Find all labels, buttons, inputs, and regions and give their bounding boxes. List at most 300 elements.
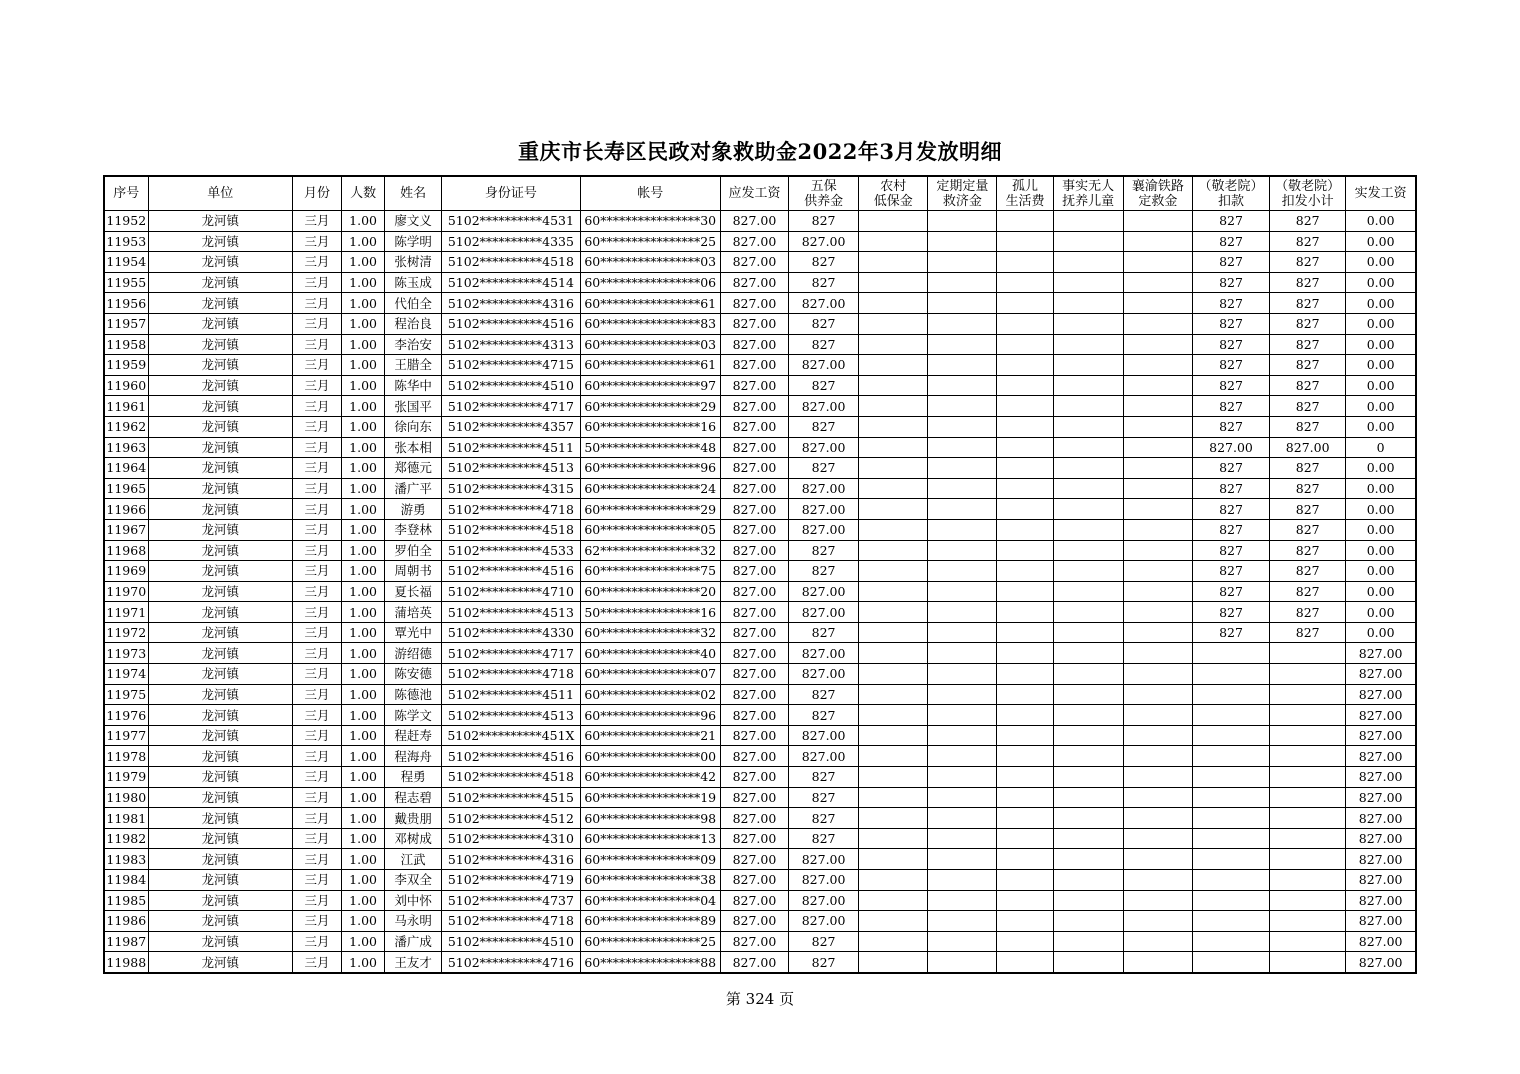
table-cell: 11971 <box>104 602 148 623</box>
table-cell <box>1192 643 1269 664</box>
table-cell: 827 <box>1270 375 1346 396</box>
table-cell: 827 <box>789 952 859 973</box>
table-row <box>104 540 1416 561</box>
table-cell: 11988 <box>104 952 148 973</box>
page-number: 第 324 页 <box>725 990 795 1008</box>
table-cell: 1.00 <box>342 870 385 891</box>
table-cell <box>859 828 928 849</box>
table-cell: 60****************89 <box>580 911 720 932</box>
table-row <box>104 437 1416 458</box>
table-cell: 827.00 <box>720 252 788 273</box>
table-cell: 11972 <box>104 622 148 643</box>
table-cell <box>997 561 1053 582</box>
table-cell <box>928 767 997 788</box>
table-cell: 60****************42 <box>580 767 720 788</box>
table-cell: 827.00 <box>720 313 788 334</box>
table-cell: 827 <box>1270 519 1346 540</box>
table-cell: 李双全 <box>385 870 442 891</box>
table-cell <box>928 416 997 437</box>
table-cell <box>859 478 928 499</box>
table-cell <box>859 808 928 829</box>
table-cell <box>1123 581 1192 602</box>
page-title: 重庆市长寿区民政对象救助金2022年3月发放明细 <box>517 139 1003 164</box>
table-cell: 11973 <box>104 643 148 664</box>
table-cell: 827 <box>1192 231 1269 252</box>
table-cell: 827 <box>1270 252 1346 273</box>
table-cell: 三月 <box>292 746 341 767</box>
table-cell: 5102**********4518 <box>442 519 580 540</box>
table-cell: 827 <box>1270 499 1346 520</box>
table-cell <box>1123 437 1192 458</box>
table-cell <box>1270 705 1346 726</box>
table-cell <box>997 828 1053 849</box>
table-cell <box>928 293 997 314</box>
table-cell: 11983 <box>104 849 148 870</box>
table-cell: 陈学文 <box>385 705 442 726</box>
table-cell: 5102**********4514 <box>442 272 580 293</box>
table-cell <box>1123 622 1192 643</box>
table-cell: 5102**********4737 <box>442 890 580 911</box>
table-cell: 827.00 <box>1346 931 1416 952</box>
table-cell <box>928 684 997 705</box>
table-cell: 60****************03 <box>580 334 720 355</box>
table-cell <box>997 313 1053 334</box>
table-cell <box>928 725 997 746</box>
column-header: 月份 <box>292 176 341 211</box>
table-cell: 1.00 <box>342 355 385 376</box>
table-cell: 827.00 <box>789 664 859 685</box>
table-cell <box>997 808 1053 829</box>
table-cell: 5102**********4715 <box>442 355 580 376</box>
table-cell <box>1053 416 1123 437</box>
table-header <box>104 176 1416 211</box>
table-cell: 三月 <box>292 787 341 808</box>
table-cell: 827 <box>1270 416 1346 437</box>
table-cell: 龙河镇 <box>148 437 292 458</box>
table-cell <box>1192 808 1269 829</box>
table-cell: 827.00 <box>720 581 788 602</box>
table-cell: 827.00 <box>1346 767 1416 788</box>
table-cell: 龙河镇 <box>148 231 292 252</box>
table-cell: 827 <box>1192 540 1269 561</box>
table-cell: 龙河镇 <box>148 705 292 726</box>
table-cell <box>997 643 1053 664</box>
table-cell: 1.00 <box>342 890 385 911</box>
table-row <box>104 561 1416 582</box>
table-cell <box>997 664 1053 685</box>
table-cell: 60****************24 <box>580 478 720 499</box>
table-cell: 1.00 <box>342 458 385 479</box>
table-row <box>104 499 1416 520</box>
table-cell: 11977 <box>104 725 148 746</box>
table-cell: 827 <box>789 561 859 582</box>
table-cell: 龙河镇 <box>148 499 292 520</box>
table-cell <box>997 705 1053 726</box>
table-row <box>104 911 1416 932</box>
table-cell: 1.00 <box>342 540 385 561</box>
table-cell: 龙河镇 <box>148 355 292 376</box>
table-cell: 龙河镇 <box>148 684 292 705</box>
table-cell: 827.00 <box>720 870 788 891</box>
table-cell: 827.00 <box>720 787 788 808</box>
header-row <box>104 176 1416 211</box>
table-cell: 60****************09 <box>580 849 720 870</box>
table-cell <box>859 622 928 643</box>
table-cell: 5102**********4531 <box>442 211 580 232</box>
table-cell: 龙河镇 <box>148 931 292 952</box>
table-cell <box>928 375 997 396</box>
table-cell: 60****************83 <box>580 313 720 334</box>
table-cell: 李登林 <box>385 519 442 540</box>
table-cell: 827 <box>1192 334 1269 355</box>
table-cell: 11969 <box>104 561 148 582</box>
table-cell: 827 <box>1192 519 1269 540</box>
table-cell <box>1270 746 1346 767</box>
table-cell <box>1053 272 1123 293</box>
table-cell: 1.00 <box>342 437 385 458</box>
table-cell: 1.00 <box>342 211 385 232</box>
column-header: 农村 低保金 <box>859 176 928 211</box>
table-cell <box>1123 272 1192 293</box>
table-cell: 5102**********4512 <box>442 808 580 829</box>
table-cell <box>997 581 1053 602</box>
table-cell: 三月 <box>292 561 341 582</box>
table-cell: 0.00 <box>1346 375 1416 396</box>
table-cell <box>1123 931 1192 952</box>
table-cell: 1.00 <box>342 705 385 726</box>
table-cell: 龙河镇 <box>148 828 292 849</box>
table-cell: 827.00 <box>720 725 788 746</box>
table-cell <box>1053 931 1123 952</box>
table-cell: 827 <box>789 808 859 829</box>
table-cell: 827 <box>1270 293 1346 314</box>
table-cell <box>1053 252 1123 273</box>
table-cell <box>1123 211 1192 232</box>
table-cell <box>997 684 1053 705</box>
table-cell <box>928 499 997 520</box>
table-cell: 0.00 <box>1346 581 1416 602</box>
table-cell: 827.00 <box>1346 828 1416 849</box>
table-cell: 三月 <box>292 499 341 520</box>
table-cell: 龙河镇 <box>148 313 292 334</box>
table-cell: 三月 <box>292 355 341 376</box>
table-cell: 1.00 <box>342 767 385 788</box>
table-cell <box>1192 849 1269 870</box>
table-cell <box>1123 890 1192 911</box>
table-cell <box>859 458 928 479</box>
column-header: 帐号 <box>580 176 720 211</box>
table-cell: 11982 <box>104 828 148 849</box>
table-cell: 龙河镇 <box>148 252 292 273</box>
table-cell <box>1053 664 1123 685</box>
table-cell: 827.00 <box>720 622 788 643</box>
table-cell: 827 <box>1192 211 1269 232</box>
table-cell: 0.00 <box>1346 355 1416 376</box>
table-cell: 1.00 <box>342 931 385 952</box>
table-cell: 827 <box>1270 622 1346 643</box>
table-cell: 11957 <box>104 313 148 334</box>
table-cell: 龙河镇 <box>148 870 292 891</box>
table-cell <box>997 746 1053 767</box>
table-cell: 827.00 <box>789 746 859 767</box>
table-cell: 龙河镇 <box>148 478 292 499</box>
table-cell: 827.00 <box>720 231 788 252</box>
table-cell <box>997 252 1053 273</box>
table-cell: 827.00 <box>720 561 788 582</box>
table-cell: 11968 <box>104 540 148 561</box>
table-cell: 827.00 <box>789 890 859 911</box>
table-cell: 代伯全 <box>385 293 442 314</box>
table-cell: 11967 <box>104 519 148 540</box>
table-cell: 0.00 <box>1346 231 1416 252</box>
table-cell <box>997 211 1053 232</box>
table-cell: 0.00 <box>1346 540 1416 561</box>
table-cell: 0.00 <box>1346 211 1416 232</box>
table-cell: 陈华中 <box>385 375 442 396</box>
table-cell: 郑德元 <box>385 458 442 479</box>
table-cell: 827.00 <box>1346 684 1416 705</box>
table-cell <box>1123 849 1192 870</box>
table-cell: 1.00 <box>342 828 385 849</box>
table-cell: 龙河镇 <box>148 787 292 808</box>
table-cell: 827 <box>789 767 859 788</box>
table-cell: 827.00 <box>1346 643 1416 664</box>
table-cell: 11976 <box>104 705 148 726</box>
table-cell: 827.00 <box>720 272 788 293</box>
table-cell: 5102**********4718 <box>442 911 580 932</box>
table-cell: 龙河镇 <box>148 911 292 932</box>
column-header: 实发工资 <box>1346 176 1416 211</box>
table-cell <box>1123 643 1192 664</box>
table-cell: 827.00 <box>789 231 859 252</box>
table-cell <box>997 911 1053 932</box>
table-cell: 62****************32 <box>580 540 720 561</box>
table-cell: 1.00 <box>342 334 385 355</box>
table-cell: 11962 <box>104 416 148 437</box>
table-cell: 827.00 <box>720 808 788 829</box>
table-cell: 827.00 <box>720 355 788 376</box>
table-cell: 5102**********4513 <box>442 602 580 623</box>
column-header: 事实无人 抚养儿童 <box>1053 176 1123 211</box>
table-cell: 5102**********4310 <box>442 828 580 849</box>
table-cell: 三月 <box>292 602 341 623</box>
table-cell: 827.00 <box>720 416 788 437</box>
table-cell: 1.00 <box>342 416 385 437</box>
column-header: （敬老院） 扣发小计 <box>1270 176 1346 211</box>
table-cell: 1.00 <box>342 643 385 664</box>
table-cell <box>1270 890 1346 911</box>
table-cell <box>1123 684 1192 705</box>
table-row <box>104 355 1416 376</box>
table-cell: 827.00 <box>720 643 788 664</box>
table-cell: 5102**********4718 <box>442 499 580 520</box>
table-cell <box>1053 705 1123 726</box>
table-cell: 827.00 <box>720 952 788 973</box>
table-row <box>104 293 1416 314</box>
table-cell: 827.00 <box>1346 849 1416 870</box>
table-cell: 60****************07 <box>580 664 720 685</box>
table-cell: 827 <box>789 458 859 479</box>
table-cell <box>1053 890 1123 911</box>
table-cell: 蒲培英 <box>385 602 442 623</box>
table-cell: 827.00 <box>720 746 788 767</box>
table-cell: 1.00 <box>342 293 385 314</box>
table-cell: 三月 <box>292 705 341 726</box>
table-cell <box>928 870 997 891</box>
table-cell: 1.00 <box>342 561 385 582</box>
table-cell: 827 <box>1192 499 1269 520</box>
table-cell: 827.00 <box>789 519 859 540</box>
table-cell: 1.00 <box>342 622 385 643</box>
table-cell <box>1123 561 1192 582</box>
table-cell <box>997 416 1053 437</box>
table-cell <box>1123 478 1192 499</box>
table-cell: 周朝书 <box>385 561 442 582</box>
table-cell <box>1053 684 1123 705</box>
table-cell <box>1123 808 1192 829</box>
table-cell: 三月 <box>292 519 341 540</box>
table-cell: 827.00 <box>720 519 788 540</box>
table-cell: 827.00 <box>1346 808 1416 829</box>
table-row <box>104 519 1416 540</box>
table-cell <box>859 540 928 561</box>
table-cell <box>997 622 1053 643</box>
table-cell: 三月 <box>292 231 341 252</box>
table-cell: 龙河镇 <box>148 808 292 829</box>
table-cell <box>1123 725 1192 746</box>
table-cell <box>1270 787 1346 808</box>
table-cell: 三月 <box>292 313 341 334</box>
table-row <box>104 767 1416 788</box>
table-cell: 1.00 <box>342 684 385 705</box>
table-cell: 11970 <box>104 581 148 602</box>
table-cell <box>859 396 928 417</box>
table-cell <box>928 458 997 479</box>
table-cell: 827.00 <box>1346 664 1416 685</box>
table-cell: 1.00 <box>342 478 385 499</box>
table-cell: 龙河镇 <box>148 540 292 561</box>
table-cell: 潘广平 <box>385 478 442 499</box>
table-cell <box>859 767 928 788</box>
table-cell <box>1053 211 1123 232</box>
table-cell <box>1192 952 1269 973</box>
table-cell: 11961 <box>104 396 148 417</box>
table-cell: 50****************16 <box>580 602 720 623</box>
table-row <box>104 211 1416 232</box>
table-cell: 827 <box>1270 211 1346 232</box>
table-cell: 三月 <box>292 416 341 437</box>
table-cell: 827 <box>789 252 859 273</box>
table-cell <box>1053 746 1123 767</box>
table-cell: 11952 <box>104 211 148 232</box>
table-cell <box>1270 870 1346 891</box>
table-cell: 827 <box>1192 396 1269 417</box>
table-cell: 徐向东 <box>385 416 442 437</box>
table-cell: 11963 <box>104 437 148 458</box>
table-cell: 5102**********4717 <box>442 396 580 417</box>
table-cell: 60****************00 <box>580 746 720 767</box>
table-cell: 11980 <box>104 787 148 808</box>
table-cell <box>1192 890 1269 911</box>
table-cell <box>997 787 1053 808</box>
table-cell <box>1123 416 1192 437</box>
table-cell <box>1270 952 1346 973</box>
table-cell: 1.00 <box>342 664 385 685</box>
table-cell <box>859 375 928 396</box>
table-cell <box>997 767 1053 788</box>
table-row <box>104 808 1416 829</box>
table-cell: 60****************38 <box>580 870 720 891</box>
table-cell: 0.00 <box>1346 499 1416 520</box>
table-cell: 827.00 <box>720 931 788 952</box>
table-cell <box>928 437 997 458</box>
table-cell: 三月 <box>292 437 341 458</box>
table-cell: 张国平 <box>385 396 442 417</box>
table-cell <box>1192 911 1269 932</box>
table-cell: 11955 <box>104 272 148 293</box>
table-cell <box>928 252 997 273</box>
table-cell <box>859 252 928 273</box>
table-cell: 龙河镇 <box>148 396 292 417</box>
table-cell: 827 <box>1192 375 1269 396</box>
table-cell: 张本相 <box>385 437 442 458</box>
table-row <box>104 787 1416 808</box>
table-cell: 5102**********4513 <box>442 705 580 726</box>
table-cell: 827 <box>1270 231 1346 252</box>
table-cell <box>1053 602 1123 623</box>
table-cell: 60****************61 <box>580 293 720 314</box>
table-cell <box>928 828 997 849</box>
table-row <box>104 478 1416 499</box>
table-cell: 三月 <box>292 664 341 685</box>
table-cell: 三月 <box>292 828 341 849</box>
table-cell: 三月 <box>292 334 341 355</box>
table-cell <box>928 519 997 540</box>
table-cell <box>1270 931 1346 952</box>
table-cell: 罗伯全 <box>385 540 442 561</box>
table-cell <box>997 952 1053 973</box>
table-cell: 827.00 <box>1346 952 1416 973</box>
table-cell: 827.00 <box>1346 705 1416 726</box>
table-cell: 王腊全 <box>385 355 442 376</box>
table-cell: 1.00 <box>342 787 385 808</box>
table-cell: 11953 <box>104 231 148 252</box>
table-cell <box>928 746 997 767</box>
table-cell <box>1192 705 1269 726</box>
table-cell <box>859 664 928 685</box>
table-cell: 0.00 <box>1346 252 1416 273</box>
table-cell <box>1123 355 1192 376</box>
table-cell <box>859 272 928 293</box>
table-cell: 陈德池 <box>385 684 442 705</box>
table-cell: 827.00 <box>720 911 788 932</box>
table-cell: 11966 <box>104 499 148 520</box>
table-cell: 827.00 <box>1192 437 1269 458</box>
column-header: （敬老院） 扣款 <box>1192 176 1269 211</box>
table-cell <box>1053 334 1123 355</box>
table-row <box>104 890 1416 911</box>
table-cell: 827 <box>1192 458 1269 479</box>
table-cell: 827 <box>1270 355 1346 376</box>
table-cell: 龙河镇 <box>148 746 292 767</box>
table-cell: 陈学明 <box>385 231 442 252</box>
table-cell <box>1270 808 1346 829</box>
table-cell <box>1053 911 1123 932</box>
table-cell: 827.00 <box>1346 787 1416 808</box>
table-cell: 三月 <box>292 458 341 479</box>
table-cell: 827.00 <box>720 684 788 705</box>
table-cell <box>928 643 997 664</box>
